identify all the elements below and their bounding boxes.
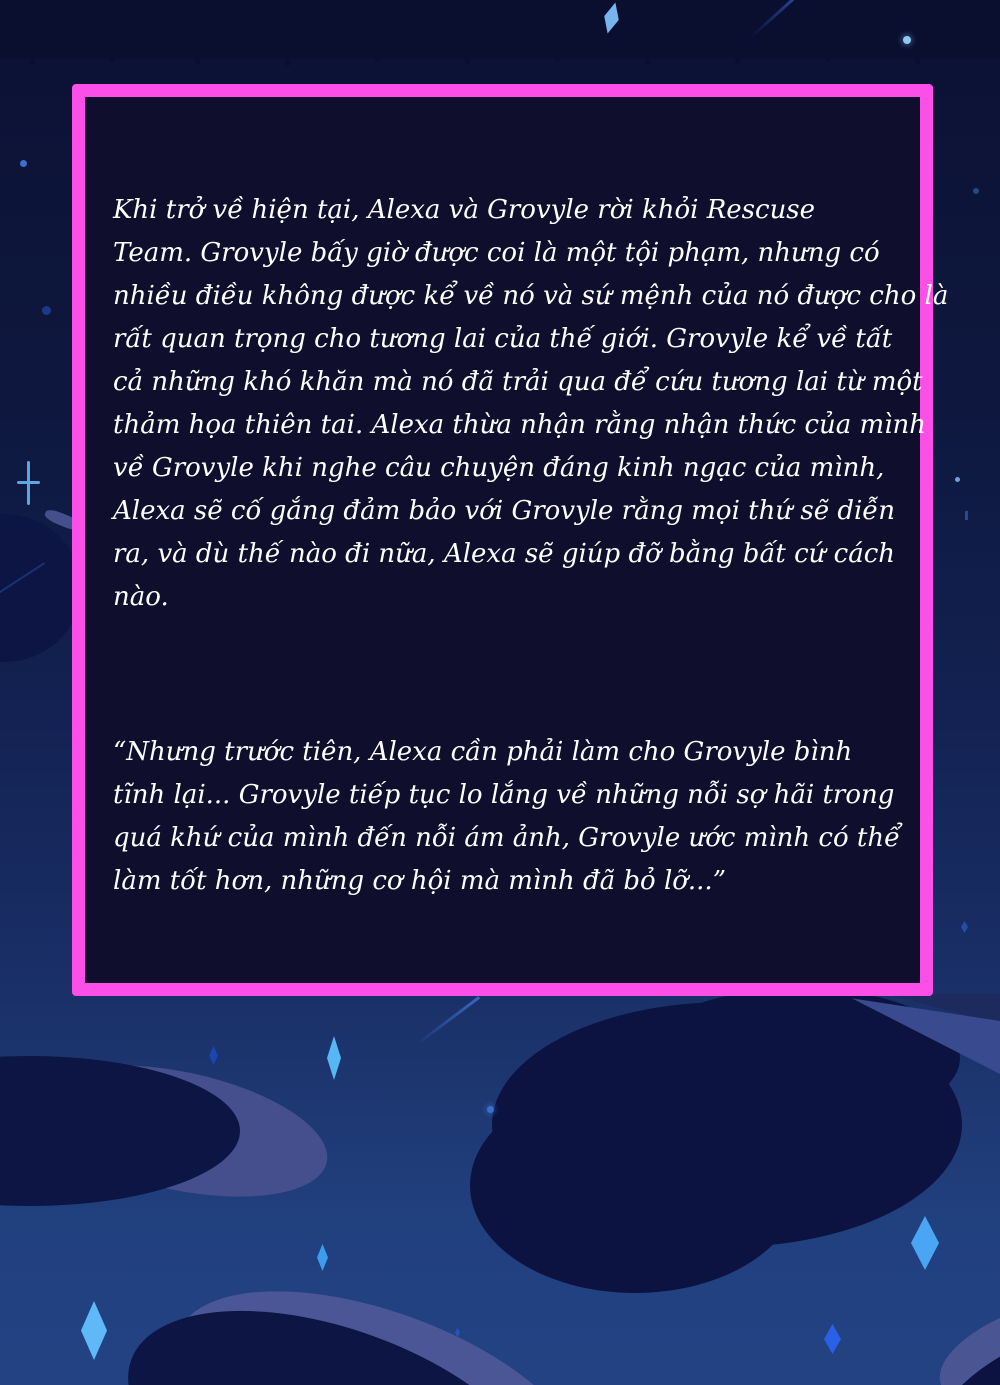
blue-crystal-icon: [209, 1046, 218, 1065]
text-line: ra, và dù thế nào đi nữa, Alexa sẽ giúp đỡ bằng bất cứ cách: [113, 539, 896, 569]
star-icon: [487, 1106, 494, 1113]
story-text: [113, 97, 949, 903]
blue-crystal-icon: [317, 1244, 328, 1271]
text-line: nào.: [113, 582, 169, 612]
text-line: tĩnh lại... Grovyle tiếp tục lo lắng về những nỗi sợ hãi trong: [113, 780, 895, 810]
star-icon: [955, 477, 960, 482]
cloud-band-notch: [465, 56, 470, 64]
text-line: Alexa sẽ cố gắng đảm bảo với Grovyle rằng mọi thứ sẽ diễn: [113, 496, 896, 526]
cloud-band-notch: [555, 56, 560, 62]
text-line: thảm họa thiên tai. Alexa thừa nhận rằng nhận thức của mình: [113, 410, 926, 440]
blue-crystal-icon: [824, 1324, 841, 1354]
star-icon: [965, 511, 968, 520]
story-paragraph-1: [113, 189, 949, 619]
text-line: làm tốt hơn, những cơ hội mà mình đã bỏ lỡ...”: [113, 866, 726, 896]
narration-panel: [72, 84, 949, 996]
text-line: về Grovyle khi nghe câu chuyện đáng kinh ngạc của mình,: [113, 453, 885, 483]
cloud-band-notch: [645, 56, 650, 65]
text-line: cả những khó khăn mà nó đã trải qua để cứu tương lai từ một: [113, 367, 923, 397]
blue-crystal-icon: [961, 921, 968, 933]
cloud-band-notch: [825, 56, 830, 62]
text-line: rất quan trọng cho tương lai của thế giới. Grovyle kể về tất: [113, 324, 893, 354]
sparkle-cross-icon: [17, 481, 40, 484]
text-line: quá khứ của mình đến nỗi ám ảnh, Grovyle ước mình có thể: [113, 823, 901, 853]
top-cloud-band: [0, 0, 1000, 58]
star-icon: [903, 36, 911, 44]
cloud-band-notch: [735, 56, 740, 64]
cloud-band-notch: [30, 56, 35, 64]
text-line: “Nhưng trước tiên, Alexa cần phải làm cho Grovyle bình: [113, 737, 853, 767]
text-line: Khi trở về hiện tại, Alexa và Grovyle rời khỏi Rescuse: [113, 195, 816, 225]
cloud-band-notch: [285, 56, 290, 66]
text-line: Team. Grovyle bấy giờ được coi là một tội phạm, nhưng có: [113, 238, 880, 268]
dark-cloud: [470, 1078, 800, 1293]
dark-cloud: [0, 514, 80, 662]
story-paragraph-2: [113, 731, 902, 903]
shooting-star-streak: [419, 996, 480, 1043]
star-icon: [973, 188, 979, 194]
cloud-band-notch: [915, 56, 920, 64]
cloud-band-notch: [110, 56, 115, 62]
blue-crystal-icon: [911, 1216, 939, 1270]
blue-crystal-icon: [327, 1036, 341, 1080]
text-line: nhiều điều không được kể về nó và sứ mệnh của nó được cho là: [113, 281, 949, 311]
star-icon: [42, 306, 51, 315]
cloud-band-notch: [375, 56, 380, 62]
blue-crystal-icon: [81, 1301, 107, 1360]
star-icon: [20, 160, 27, 167]
cloud-band-notch: [195, 56, 200, 64]
